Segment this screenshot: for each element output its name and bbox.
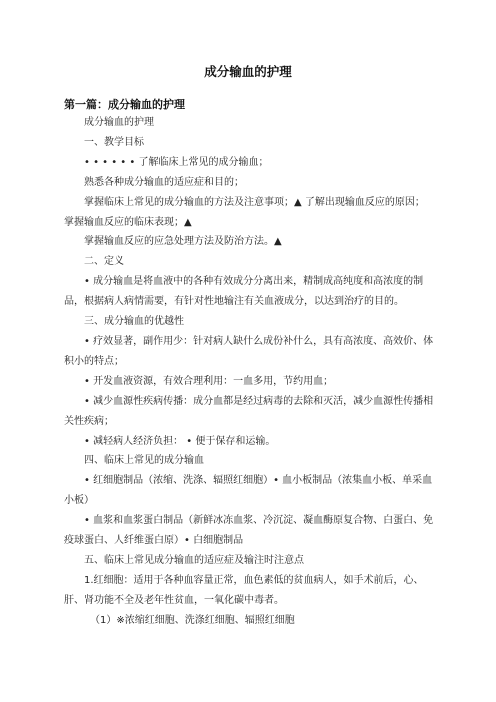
paragraph: 二、定义 — [84, 256, 124, 268]
paragraph: 成分输血的护理 — [84, 117, 154, 128]
paragraph: 掌握输血反应的应急处理方法及防治方法。▲ — [84, 236, 282, 248]
paragraph: 掌握临床上常见的成分输血的方法及注意事项；▲ 了解出现输血反应的原因； 掌握输血反应的临床表现；▲ — [64, 196, 425, 228]
paragraph: 1.红细胞：适用于各种血容量正常，血色素低的贫血病人，如手术前后，心、肝、肾功能不全及老年性贫血，一氧化碳中毒者。 — [64, 574, 424, 606]
paragraph: 一、教学目标 — [84, 136, 144, 148]
paragraph: • 减轻病人经济负担： • 便于保存和运输。 — [84, 435, 276, 447]
paragraph: 四、临床上常见的成分输血 — [84, 455, 204, 467]
paragraph: 三、成分输血的优越性 — [84, 316, 184, 328]
paragraph: 五、临床上常见成分输血的适应症及输注时注意点 — [84, 554, 304, 566]
paragraph: • 成分输血是将血液中的各种有效成分分离出来，精制成高纯度和高浓度的制品，根据病人病情需要，有针对性地输注有关血液成分，以达到治疗的目的。 — [64, 276, 424, 308]
document-body — [64, 113, 436, 631]
section-heading: 第一篇：成分输血的护理 — [64, 98, 185, 111]
paragraph: • 减少血源性疾病传播：成分血都是经过病毒的去除和灭活，减少血源性传播相关性疾病； — [64, 395, 434, 427]
paragraph: • 疗效显著，副作用少：针对病人缺什么成份补什么，具有高浓度、高效价、体积小的特点； — [64, 335, 434, 367]
paragraph: • 红细胞制品（浓缩、洗涤、辐照红细胞）• 血小板制品（浓集血小板、单采血小板） — [64, 475, 433, 507]
paragraph: 熟悉各种成分输血的适应症和目的； — [84, 176, 244, 188]
paragraph: • 开发血液资源，有效合理利用：一血多用，节约用血； — [84, 375, 334, 387]
paragraph: • • • • • • 了解临床上常见的成分输血； — [84, 156, 269, 168]
document-title: 成分输血的护理 — [204, 64, 292, 79]
paragraph: （1）※浓缩红细胞、洗涤红细胞、辐照红细胞 — [90, 614, 295, 626]
paragraph: • 血浆和血浆蛋白制品（新鲜冰冻血浆、冷沉淀、凝血酶原复合物、白蛋白、免疫球蛋白、人纤维蛋白原）• 白细胞制品 — [64, 515, 434, 547]
